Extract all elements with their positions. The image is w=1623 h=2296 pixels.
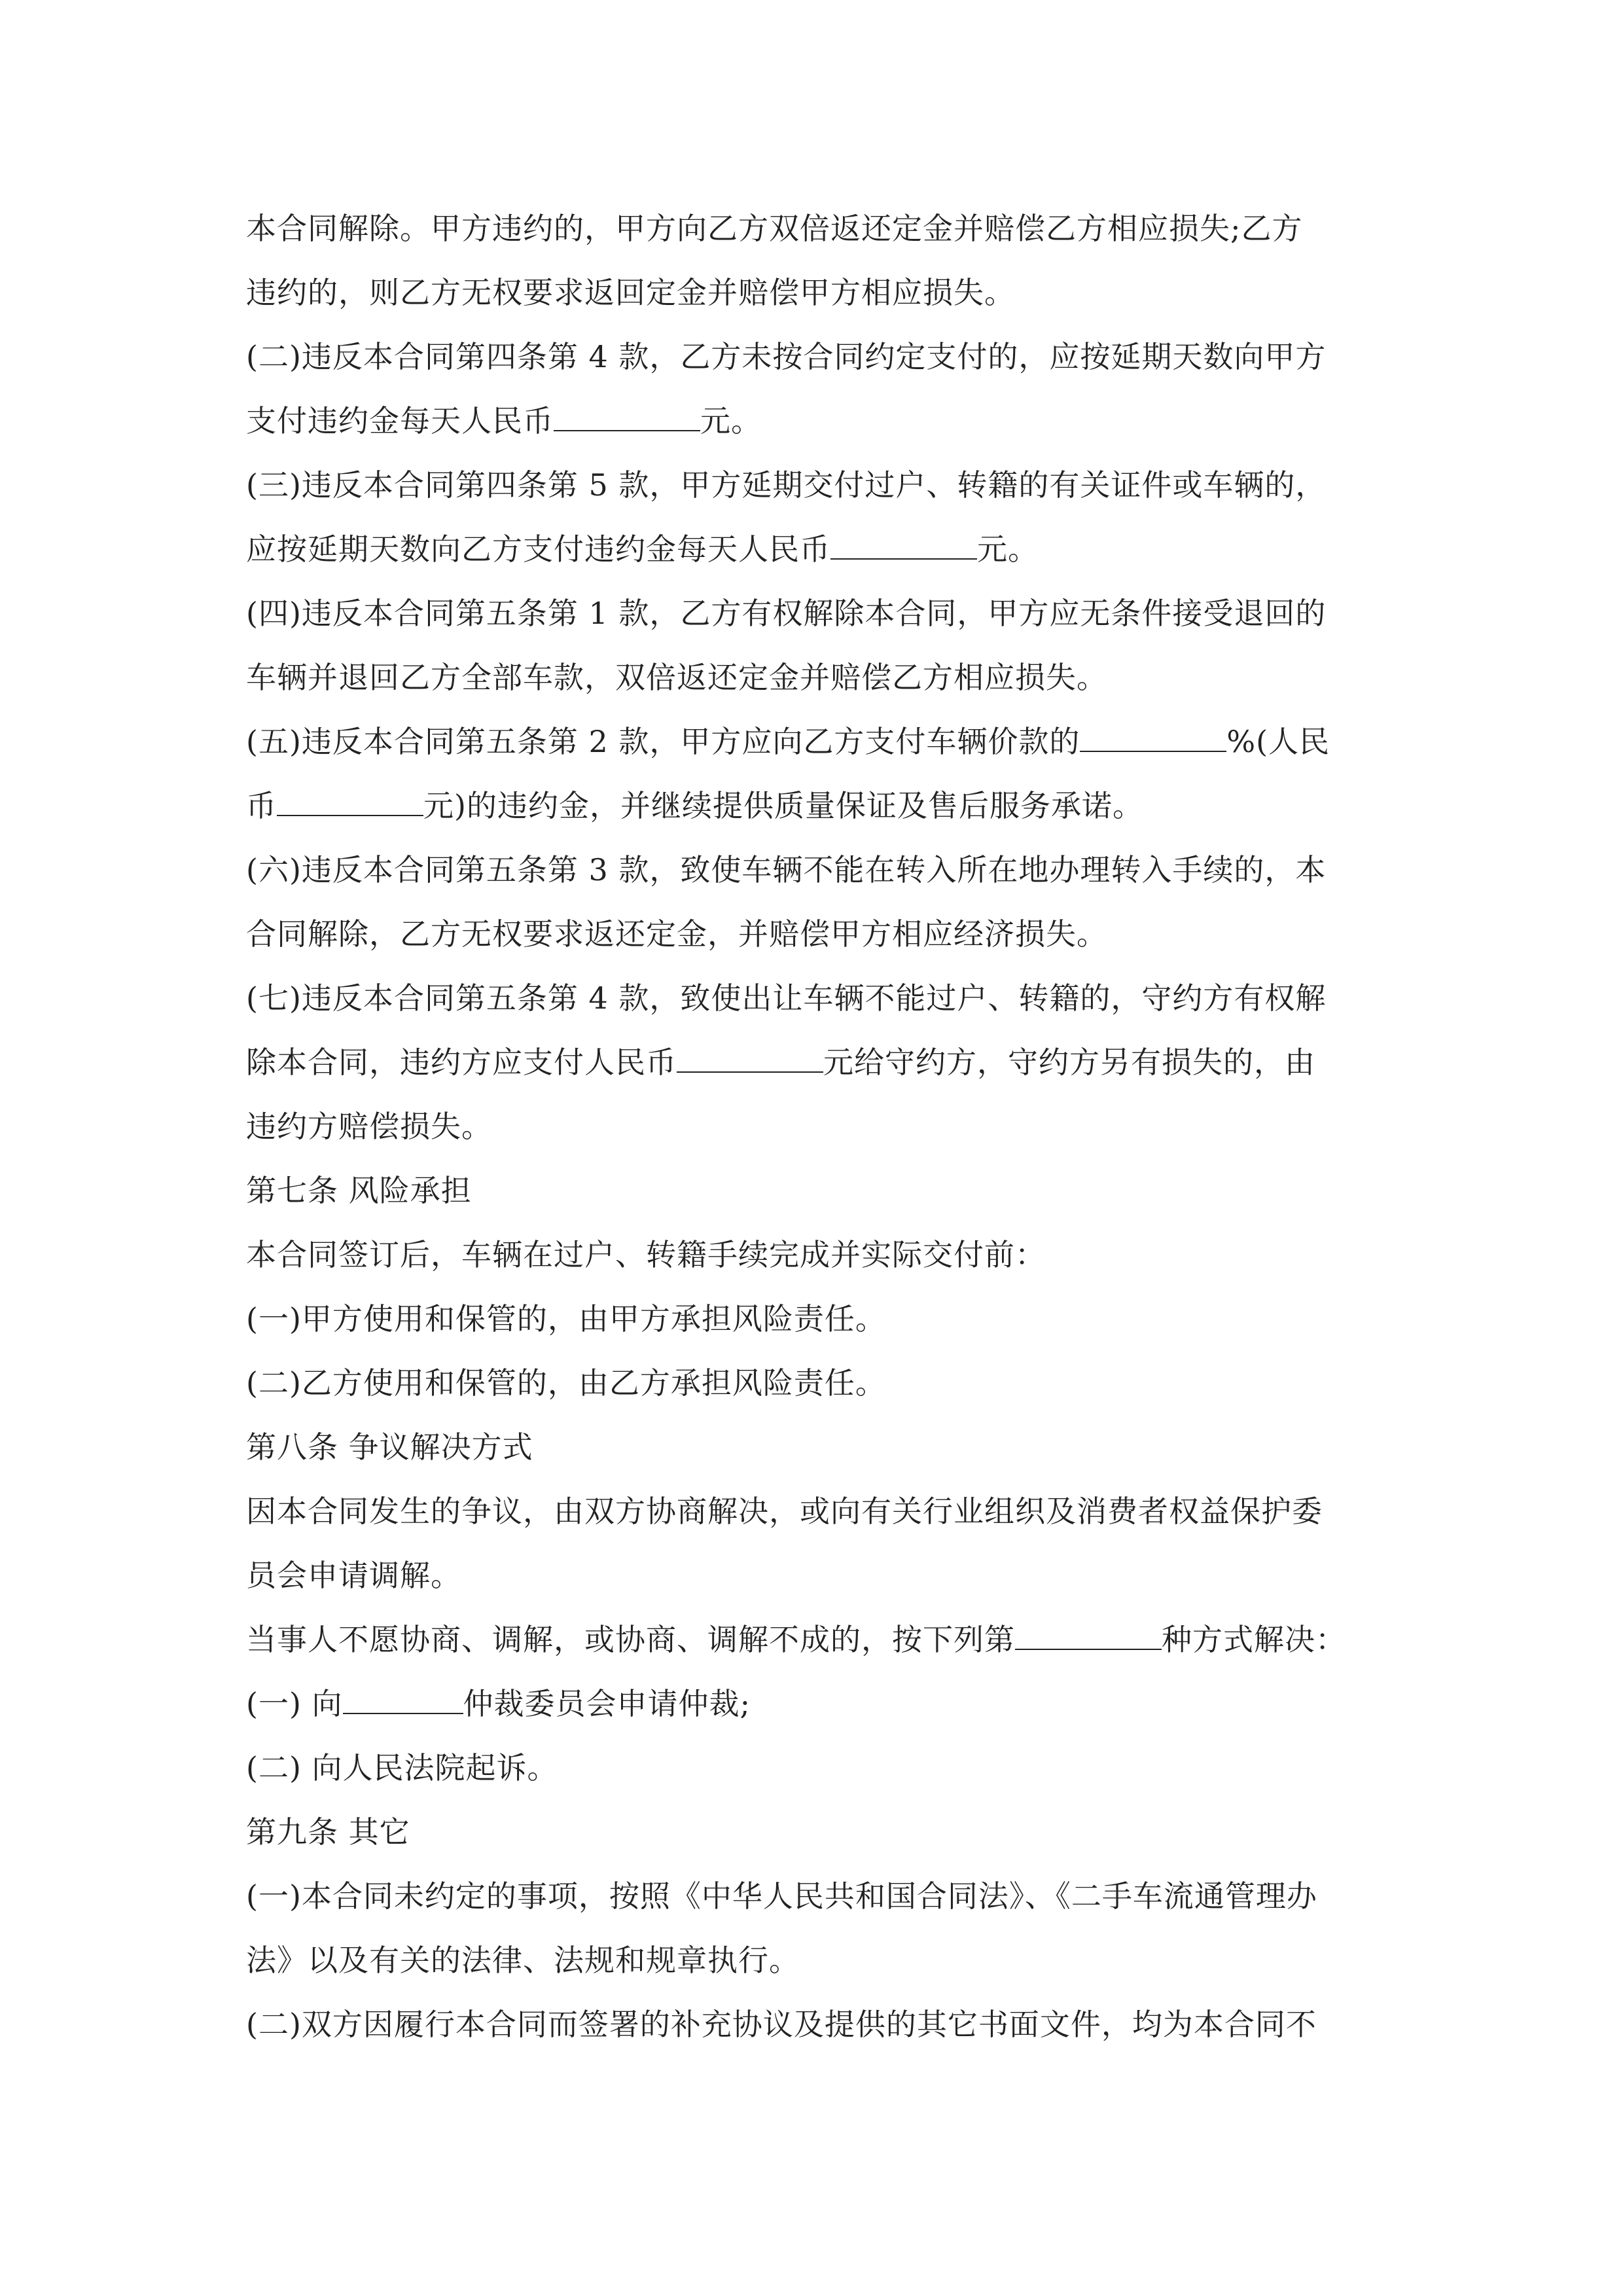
line-text: (四)违反本合同第五条第 1 款，乙方有权解除本合同，甲方应无条件接受退回的 (246, 596, 1327, 631)
contract-body (246, 196, 1388, 2056)
line-text: 员会申请调解。 (246, 1558, 461, 1593)
line-text: 第七条 风险承担 (246, 1173, 472, 1208)
text-line (246, 966, 1388, 1030)
line-text: 因本合同发生的争议，由双方协商解决，或向有关行业组织及消费者权益保护委 (246, 1494, 1323, 1529)
text-line (246, 325, 1388, 389)
line-text: %(人民 (1226, 724, 1330, 759)
line-text: 本合同解除。甲方违约的，甲方向乙方双倍返还定金并赔偿乙方相应损失;乙方 (246, 211, 1303, 246)
line-text: (二)乙方使用和保管的，由乙方承担风险责任。 (246, 1365, 886, 1401)
line-text: (六)违反本合同第五条第 3 款，致使车辆不能在转入所在地办理转入手续的，本 (246, 852, 1327, 888)
line-text: (二)违反本合同第四条第 4 款，乙方未按合同约定支付的，应按延期天数向甲方 (246, 339, 1327, 374)
line-text: 本合同签订后，车辆在过户、转籍手续完成并实际交付前： (246, 1237, 1046, 1272)
section-heading (246, 1158, 1388, 1223)
text-line (246, 1030, 1388, 1094)
fill-in-blank[interactable] (277, 789, 423, 816)
line-text: (二) 向人民法院起诉。 (246, 1750, 558, 1785)
text-line (246, 709, 1388, 774)
text-line (246, 1479, 1388, 1543)
text-line (246, 1223, 1388, 1287)
section-heading (246, 1800, 1388, 1864)
line-text: 第八条 争议解决方式 (246, 1429, 533, 1465)
text-line (246, 902, 1388, 966)
text-line (246, 1607, 1388, 1672)
text-line (246, 1736, 1388, 1800)
text-line (246, 1543, 1388, 1607)
line-text: 违约的，则乙方无权要求返回定金并赔偿甲方相应损失。 (246, 275, 1015, 310)
fill-in-blank[interactable] (1015, 1623, 1162, 1650)
text-line (246, 1094, 1388, 1158)
text-line (246, 838, 1388, 902)
line-text: 币 (246, 788, 277, 823)
text-line (246, 1351, 1388, 1415)
line-text: 除本合同，违约方应支付人民币 (246, 1045, 677, 1080)
line-text: (一) 向 (246, 1686, 343, 1721)
line-text: (二)双方因履行本合同而签署的补充协议及提供的其它书面文件，均为本合同不 (246, 2007, 1317, 2042)
line-text: 应按延期天数向乙方支付违约金每天人民币 (246, 531, 830, 567)
fill-in-blank[interactable] (830, 532, 977, 560)
section-heading (246, 1415, 1388, 1479)
line-text: (七)违反本合同第五条第 4 款，致使出让车辆不能过户、转籍的，守约方有权解 (246, 980, 1327, 1016)
text-line (246, 1287, 1388, 1351)
text-line (246, 1992, 1388, 2056)
line-text: 元。 (700, 403, 762, 439)
line-text: 当事人不愿协商、调解，或协商、调解不成的，按下列第 (246, 1622, 1015, 1657)
fill-in-blank[interactable] (554, 404, 700, 431)
line-text: 元。 (977, 531, 1039, 567)
text-line (246, 774, 1388, 838)
line-text: 第九条 其它 (246, 1814, 410, 1850)
text-line (246, 645, 1388, 709)
line-text: 元)的违约金，并继续提供质量保证及售后服务承诺。 (423, 788, 1143, 823)
text-line (246, 389, 1388, 453)
text-line (246, 581, 1388, 645)
line-text: 法》以及有关的法律、法规和规章执行。 (246, 1943, 800, 1978)
line-text: 违约方赔偿损失。 (246, 1109, 492, 1144)
line-text: (一)甲方使用和保管的，由甲方承担风险责任。 (246, 1301, 886, 1336)
line-text: (一)本合同未约定的事项，按照《中华人民共和国合同法》、《二手车流通管理办 (246, 1878, 1317, 1914)
text-line (246, 517, 1388, 581)
fill-in-blank[interactable] (343, 1687, 463, 1714)
line-text: 元给守约方，守约方另有损失的，由 (823, 1045, 1315, 1080)
line-text: 仲裁委员会申请仲裁; (463, 1686, 751, 1721)
line-text: 支付违约金每天人民币 (246, 403, 554, 439)
line-text: 合同解除，乙方无权要求返还定金，并赔偿甲方相应经济损失。 (246, 916, 1107, 952)
fill-in-blank[interactable] (677, 1045, 823, 1073)
text-line (246, 1672, 1388, 1736)
text-line (246, 196, 1388, 260)
fill-in-blank[interactable] (1080, 725, 1226, 752)
text-line (246, 1928, 1388, 1992)
line-text: (五)违反本合同第五条第 2 款，甲方应向乙方支付车辆价款的 (246, 724, 1080, 759)
line-text: 车辆并退回乙方全部车款，双倍返还定金并赔偿乙方相应损失。 (246, 660, 1107, 695)
text-line (246, 260, 1388, 325)
text-line (246, 453, 1388, 517)
text-line (246, 1864, 1388, 1928)
line-text: 种方式解决： (1162, 1622, 1346, 1657)
line-text: (三)违反本合同第四条第 5 款，甲方延期交付过户、转籍的有关证件或车辆的， (246, 467, 1327, 503)
